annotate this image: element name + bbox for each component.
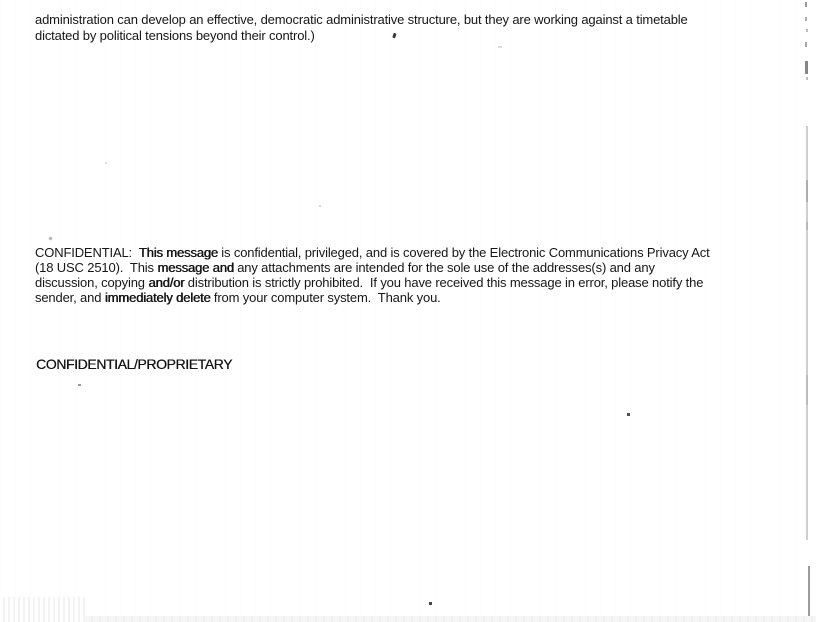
- scan-speck: [105, 162, 107, 164]
- scan-speck: [319, 205, 321, 207]
- scan-edge-tick: [805, 42, 807, 47]
- confidentiality-notice: [35, 245, 710, 305]
- text-segment: any attachments are intended for the sole use of the addresses(s) and any: [233, 260, 655, 275]
- scan-bottom-left-stripes: [0, 597, 85, 622]
- scan-edge-tick: [805, 17, 807, 21]
- text-line: administration can develop an effective, democratic administrative structure, but they are working against a timetable: [35, 12, 688, 27]
- scan-speck: [498, 46, 502, 48]
- scan-bottom-edge: [85, 616, 816, 622]
- text-line: [35, 260, 710, 275]
- text-segment: message and: [157, 260, 234, 275]
- text-segment: sender, and: [35, 290, 105, 305]
- text-line: [35, 290, 710, 305]
- scan-speck: [627, 413, 630, 416]
- text-segment: distribution is strictly prohibited. If you have received this message in error, please notify the: [184, 275, 704, 290]
- text-segment: discussion, copying: [35, 275, 149, 290]
- text-segment: CONFIDENTIAL:: [35, 245, 139, 260]
- text-line: [35, 275, 710, 290]
- text-segment: This message: [138, 245, 218, 260]
- scan-edge-tick: [805, 2, 807, 7]
- confidential-proprietary-label: CONFIDENTIAL/PROPRIETARY: [36, 356, 233, 372]
- text-line: dictated by political tensions beyond their control.): [35, 28, 315, 43]
- scan-speck: [429, 602, 432, 605]
- scan-edge-tick: [806, 77, 808, 80]
- scan-speck: [48, 236, 52, 240]
- scan-speck: [78, 384, 81, 386]
- text-segment: is confidential, privileged, and is covered by the Electronic Communications Privacy Act: [217, 245, 710, 260]
- text-segment: from your computer system. Thank you.: [210, 290, 441, 305]
- text-segment: and/or: [148, 275, 185, 290]
- text-line: [35, 245, 710, 260]
- body-paragraph: [35, 12, 688, 44]
- text-segment: (18 USC 2510). This: [35, 260, 158, 275]
- text-segment: immediately delete: [104, 290, 211, 305]
- scan-edge-line-segment: [806, 375, 808, 405]
- scan-edge-line-dark: [808, 566, 810, 622]
- scan-edge-tick: [805, 61, 808, 74]
- scan-edge-line-segment: [806, 222, 808, 230]
- scan-edge-tick: [806, 29, 808, 32]
- scan-edge-line-segment: [806, 180, 808, 202]
